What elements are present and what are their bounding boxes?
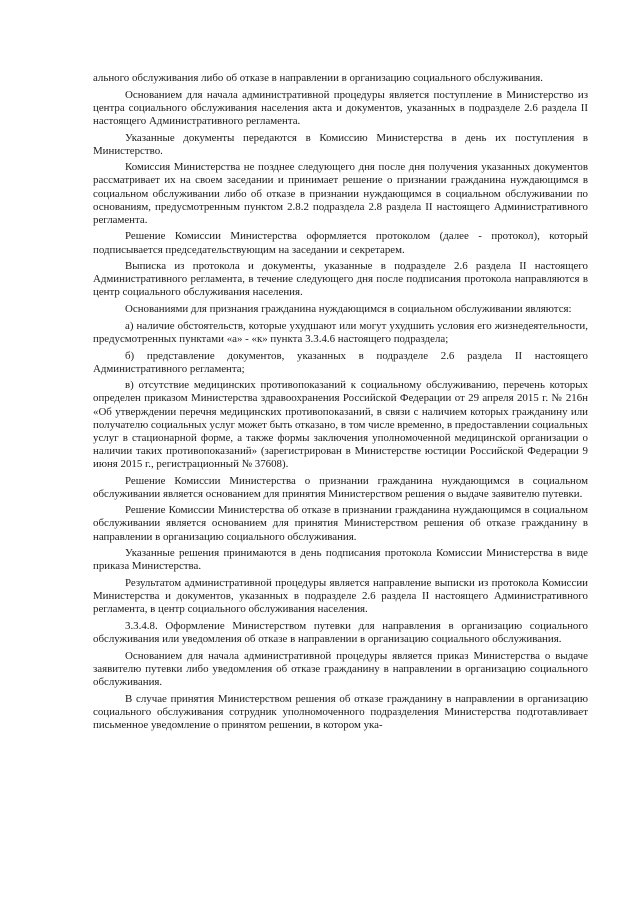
paragraph: Основаниями для признания гражданина нуждающимся в социальном обслуживании являются:: [125, 303, 572, 316]
paragraph: В случае принятия Министерством решения об отказе гражданину в направлении в организацию социального обслуживания сотрудник уполномоченного подразделения Министерства подготавливает письменное уведомление о принятом решении, в котором ука-: [93, 692, 588, 731]
paragraph: Решение Комиссии Министерства о признании гражданина нуждающимся в социальном обслуживании является основанием для принятия Министерством решения о выдаче заявителю путевки.: [93, 474, 588, 500]
list-item-v: в) отсутствие медицинских противопоказаний к социальному обслуживанию, перечень которых определен приказом Министерства здравоохранения Российской Федерации от 29 апреля 2015 г. № 216н «Об утверждении перечня медицинских противопоказаний, в связи с наличием которых гражданину или получателю социальных услуг может быть отказано, в том числе временно, в предоставлении социальных услуг в стационарной форме, а также формы заключения уполномоченной медицинской организации о наличии таких противопоказаний» (зарегистрирован в Министерстве юстиции Российской Федерации 9 июня 2015 г., регистрационный № 37608).: [93, 379, 588, 470]
list-item-b: б) представление документов, указанных в подразделе 2.6 раздела II настоящего Административного регламента;: [93, 349, 588, 375]
paragraph: Комиссия Министерства не позднее следующего дня после дня получения указанных документов рассматривает их на своем заседании и принимает решение о признании гражданина нуждающимся в социальном обслуживании либо об отказе в признании нуждающимся в социальном обслуживании по основаниям, предусмотренным пунктом 2.8.2 подраздела 2.8 раздела II настоящего Административного регламента.: [93, 161, 588, 226]
paragraph: Выписка из протокола и документы, указанные в подразделе 2.6 раздела II настоящего Административного регламента, в течение следующего дня после подписания протокола направляются в центр социального обслуживания населения.: [93, 260, 588, 299]
paragraph: Основанием для начала административной процедуры является приказ Министерства о выдаче заявителю путевки либо уведомления об отказе гражданину в направлении в организацию социального обслуживания.: [93, 649, 588, 688]
paragraph: Решение Комиссии Министерства об отказе в признании гражданина нуждающимся в социальном обслуживании является основанием для принятия Министерством решения об отказе гражданину в направлении в организацию социального обслуживания.: [93, 504, 588, 543]
paragraph: Указанные решения принимаются в день подписания протокола Комиссии Министерства в виде приказа Министерства.: [93, 547, 588, 573]
paragraph: Результатом административной процедуры является направление выписки из протокола Комиссии Министерства и документов, указанных в подразделе 2.6 раздела II настоящего Административного регламента, в центр социального обслуживания населения.: [93, 577, 588, 616]
document-body: [93, 72, 588, 732]
paragraph-continuation: ального обслуживания либо об отказе в направлении в организацию социального обслуживания.: [93, 72, 544, 84]
list-item-a: а) наличие обстоятельств, которые ухудшают или могут ухудшить условия его жизнедеятельности, предусмотренных пунктами «а» - «к» пункта 3.3.4.6 настоящего подраздела;: [93, 319, 588, 345]
paragraph: Указанные документы передаются в Комиссию Министерства в день их поступления в Министерство.: [93, 131, 588, 157]
paragraph: Решение Комиссии Министерства оформляется протоколом (далее - протокол), который подписывается председательствующим на заседании и секретарем.: [93, 230, 588, 256]
section-heading-3-3-4-8: 3.3.4.8. Оформление Министерством путевки для направления в организацию социального обслуживания или уведомления об отказе в направлении в организацию социального обслуживания.: [93, 619, 588, 645]
paragraph: Основанием для начала административной процедуры является поступление в Министерство из центра социального обслуживания населения акта и документов, указанных в подразделе 2.6 раздела II настоящего Административного регламента.: [93, 88, 588, 127]
